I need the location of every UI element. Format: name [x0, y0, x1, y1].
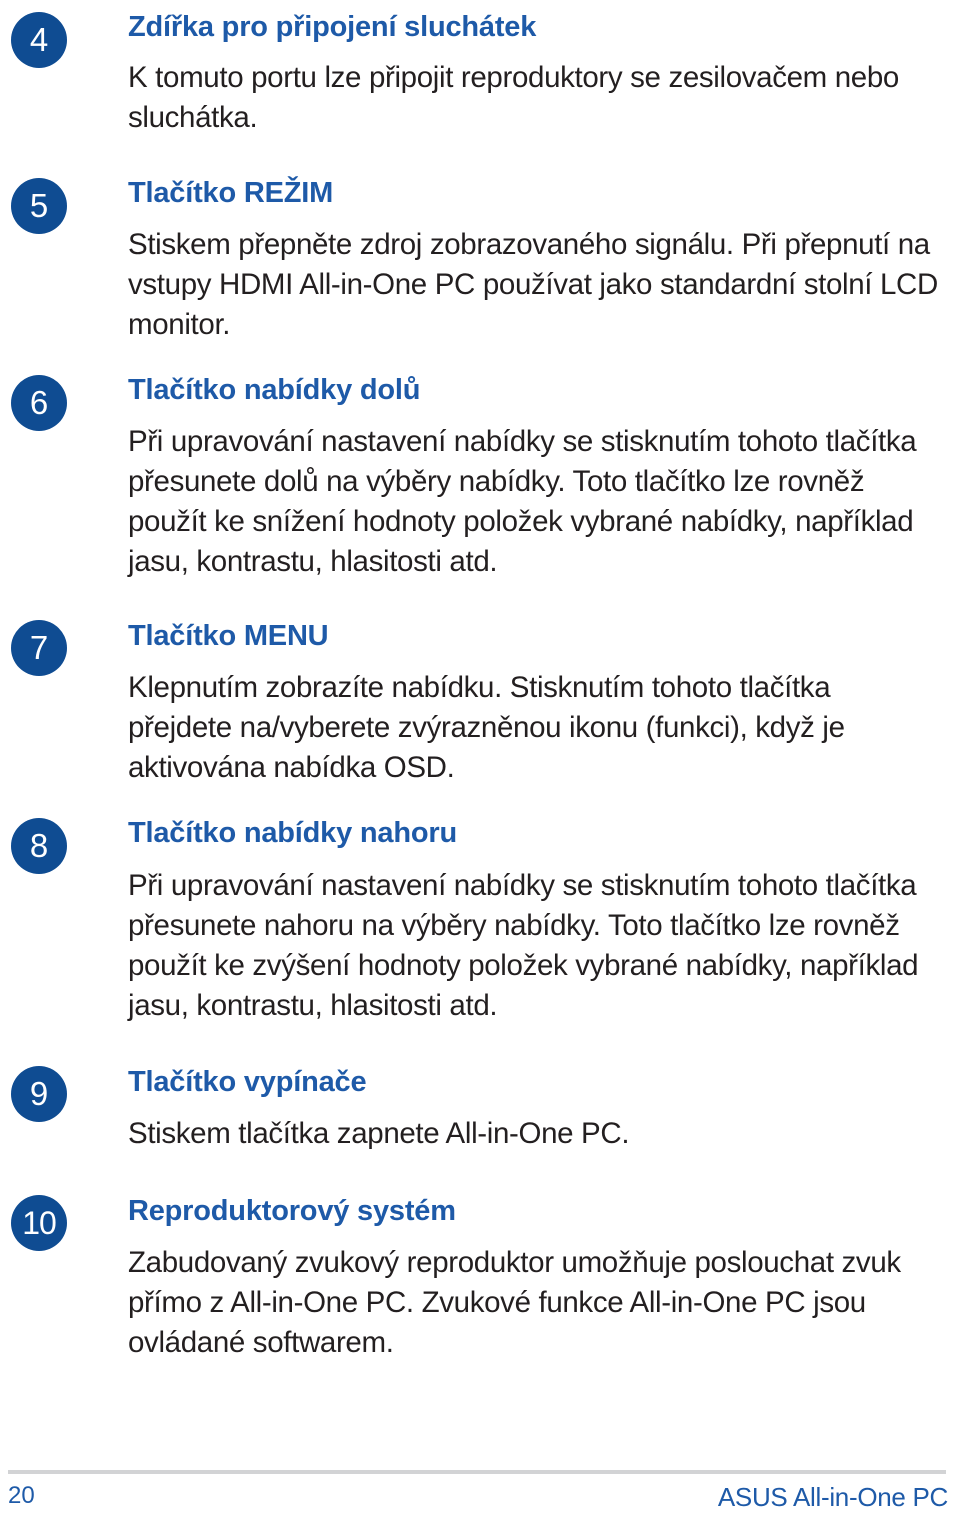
number-badge-10: 10 [11, 1195, 67, 1251]
item-text-9: Stiskem tlačítka zapnete All-in-One PC. [128, 1117, 630, 1150]
item-text-5: Stiskem přepněte zdroj zobrazovaného signálu. Při přepnutí na vstupy HDMI All-in-One PC používat jako standardní stolní LCD monitor. [128, 228, 938, 341]
item-title-6: Tlačítko nabídky dolů [128, 374, 421, 406]
item-title-9: Tlačítko vypínače [128, 1066, 367, 1098]
item-title-7: Tlačítko MENU [128, 620, 329, 652]
item-text-7: Klepnutím zobrazíte nabídku. Stisknutím tohoto tlačítka přejdete na/vyberete zvýrazněnou ikonu (funkci), když je aktivována nabídka OSD. [128, 671, 845, 784]
item-title-4: Zdířka pro připojení sluchátek [128, 11, 537, 43]
number-badge-5: 5 [11, 178, 67, 234]
item-text-4: K tomuto portu lze připojit reproduktory se zesilovačem nebo sluchátka. [128, 61, 899, 134]
item-text-8: Při upravování nastavení nabídky se stisknutím tohoto tlačítka přesunete nahoru na výběry nabídky. Toto tlačítko lze rovněž použít ke zvýšení hodnoty položek vybrané nabídky, například jasu, kontrastu, hlasitosti atd. [128, 869, 919, 1022]
number-badge-4: 4 [11, 12, 67, 68]
footer-divider [8, 1470, 946, 1474]
item-text-10: Zabudovaný zvukový reproduktor umožňuje poslouchat zvuk přímo z All-in-One PC. Zvukové funkce All-in-One PC jsou ovládané softwarem. [128, 1246, 901, 1359]
item-title-5: Tlačítko REŽIM [128, 177, 334, 209]
product-name: ASUS All-in-One PC [717, 1482, 948, 1512]
number-badge-6: 6 [11, 375, 67, 431]
item-text-6: Při upravování nastavení nabídky se stisknutím tohoto tlačítka přesunete dolů na výběry nabídky. Toto tlačítko lze rovněž použít ke snížení hodnoty položek vybrané nabídky, například jasu, kontrastu, hlasitosti atd. [128, 425, 917, 578]
number-badge-9: 9 [11, 1066, 67, 1122]
page-number: 20 [8, 1482, 35, 1509]
number-badge-8: 8 [11, 818, 67, 874]
number-badge-7: 7 [11, 620, 67, 676]
item-title-8: Tlačítko nabídky nahoru [128, 817, 457, 849]
item-title-10: Reproduktorový systém [128, 1195, 456, 1227]
